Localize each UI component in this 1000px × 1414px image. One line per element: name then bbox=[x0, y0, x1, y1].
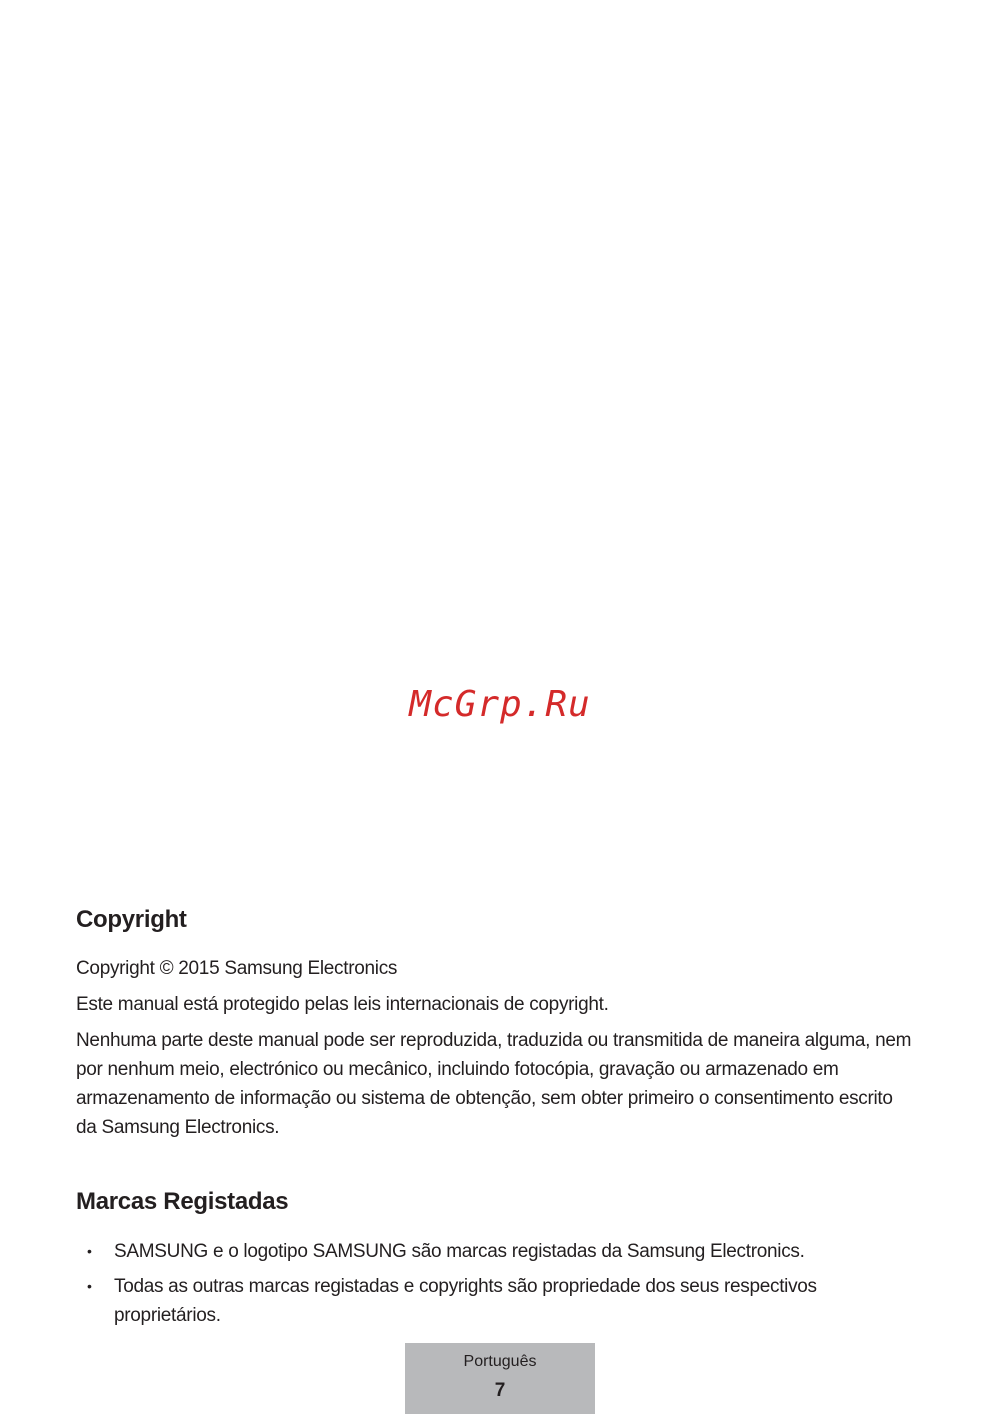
watermark-logo: McGrp.Ru bbox=[409, 684, 591, 725]
list-item bbox=[76, 1237, 916, 1266]
trademarks-heading: Marcas Registadas bbox=[76, 1188, 289, 1215]
page-number: 7 bbox=[494, 1380, 506, 1401]
document-body bbox=[76, 904, 916, 1336]
bullet-icon: • bbox=[87, 1278, 92, 1294]
copyright-heading: Copyright bbox=[76, 906, 187, 933]
bullet-icon: • bbox=[87, 1243, 92, 1259]
copyright-reproduction-text: Nenhuma parte deste manual pode ser reproduzida, traduzida ou transmitida de maneira alguma, nem por nenhum meio, electrónico ou mecânico, incluindo fotocópia, gravação ou armazenado em armazenamento de informação ou sistema de obtenção, sem obter primeiro o consentimento escrito da Samsung Electronics. bbox=[76, 1030, 912, 1138]
page-footer bbox=[405, 1343, 595, 1414]
copyright-line: Copyright © 2015 Samsung Electronics bbox=[76, 958, 398, 979]
list-item bbox=[76, 1272, 916, 1330]
copyright-section bbox=[76, 904, 916, 1142]
trademarks-list bbox=[76, 1237, 916, 1330]
trademarks-section bbox=[76, 1186, 916, 1330]
list-item-text: Todas as outras marcas registadas e copyrights são propriedade dos seus respectivos proprietários. bbox=[114, 1276, 817, 1326]
footer-language: Português bbox=[463, 1353, 537, 1370]
list-item-text: SAMSUNG e o logotipo SAMSUNG são marcas registadas da Samsung Electronics. bbox=[114, 1241, 805, 1262]
copyright-protection-text: Este manual está protegido pelas leis internacionais de copyright. bbox=[76, 994, 609, 1015]
